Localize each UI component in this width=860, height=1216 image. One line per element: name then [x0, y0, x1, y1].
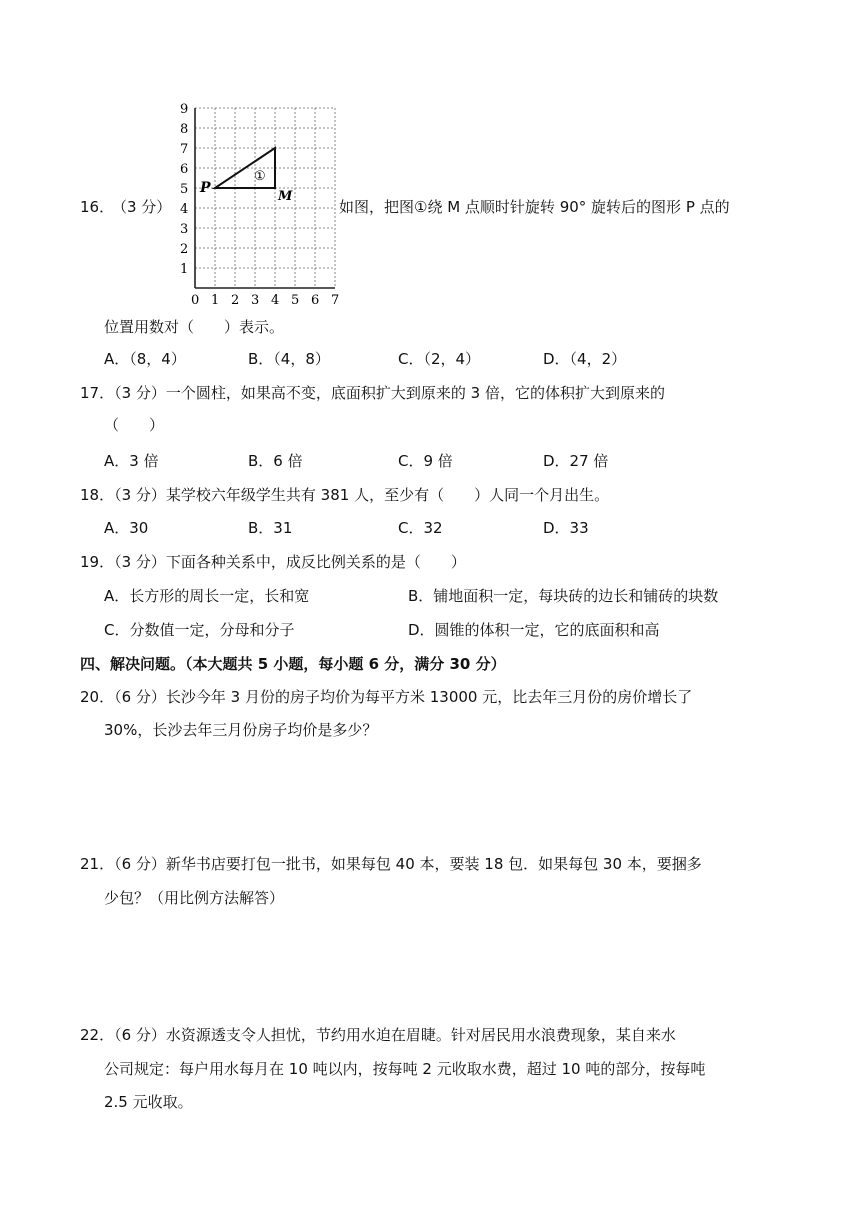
x-axis-ticks	[191, 293, 339, 308]
grid-lines	[195, 108, 335, 288]
q16-score: （3 分）	[112, 198, 172, 216]
y-tick-label: 7	[180, 142, 189, 157]
x-tick-label: 2	[231, 293, 240, 308]
q18-option-d: D．33	[543, 519, 589, 537]
label-p: P	[200, 180, 211, 196]
q20-text: 20．（6 分）长沙今年 3 月份的房子均价为每平方米 13000 元，比去年三月份的房价增长了	[80, 688, 693, 706]
q18-option-c: C．32	[398, 519, 443, 537]
y-tick-label: 8	[180, 122, 189, 137]
q16-text: 如图，把图①绕 M 点顺时针旋转 90° 旋转后的图形 P 点的	[339, 198, 730, 216]
y-tick-label: 3	[180, 222, 189, 237]
q19-option-d: D．圆锥的体积一定，它的底面积和高	[408, 621, 660, 639]
q16-option-a: A．（8，4）	[104, 350, 186, 368]
q22-text-line2: 公司规定：每户用水每月在 10 吨以内，按每吨 2 元收取水费，超过 10 吨的部分，按每吨	[104, 1060, 706, 1078]
q16-option-c: C．（2，4）	[398, 350, 481, 368]
q19-option-a: A．长方形的周长一定，长和宽	[104, 587, 310, 605]
x-tick-label: 4	[271, 293, 280, 308]
q21-text-line2: 少包？（用比例方法解答）	[104, 889, 285, 907]
q17-option-c: C．9 倍	[398, 452, 453, 470]
x-tick-label: 3	[251, 293, 260, 308]
label-shape-1: ①	[254, 169, 266, 184]
x-tick-label: 1	[211, 293, 220, 308]
q19-option-c: C．分数值一定，分母和分子	[104, 621, 295, 639]
y-tick-label: 9	[180, 102, 189, 117]
q16-number: 16．	[80, 198, 115, 216]
q22-text-line3: 2.5 元收取。	[104, 1093, 193, 1111]
q19-text: 19．（3 分）下面各种关系中，成反比例关系的是（ ）	[80, 553, 466, 571]
q16-option-d: D．（4，2）	[543, 350, 627, 368]
q20-text-line2: 30%，长沙去年三月份房子均价是多少？	[104, 721, 378, 739]
q18-option-b: B．31	[248, 519, 293, 537]
q16-grid-figure	[176, 98, 338, 310]
q17-option-a: A．3 倍	[104, 452, 159, 470]
y-tick-label: 5	[180, 182, 189, 197]
q17-option-b: B．6 倍	[248, 452, 303, 470]
q22-text: 22．（6 分）水资源透支令人担忧，节约用水迫在眉睫。针对居民用水浪费现象，某自来水	[80, 1026, 676, 1044]
q16-text-line2: 位置用数对（ ）表示。	[104, 318, 285, 336]
x-tick-label: 0	[191, 293, 200, 308]
y-tick-label: 4	[180, 202, 189, 217]
q17-text: 17．（3 分）一个圆柱，如果高不变，底面积扩大到原来的 3 倍，它的体积扩大到原来的	[80, 384, 665, 402]
q17-option-d: D．27 倍	[543, 452, 609, 470]
q19-option-b: B．铺地面积一定，每块砖的边长和铺砖的块数	[408, 587, 719, 605]
x-tick-label: 5	[291, 293, 300, 308]
y-axis-ticks	[180, 102, 188, 277]
section-heading: 四、解决问题。（本大题共 5 小题，每小题 6 分，满分 30 分）	[80, 655, 506, 673]
y-tick-label: 2	[180, 242, 189, 257]
q17-text-line2: （ ）	[104, 416, 165, 434]
y-tick-label: 6	[180, 162, 189, 177]
q18-option-a: A．30	[104, 519, 149, 537]
q21-text: 21．（6 分）新华书店要打包一批书，如果每包 40 本，要装 18 包．如果每包 30 本，要捆多	[80, 855, 702, 873]
q16-option-b: B．（4，8）	[248, 350, 330, 368]
label-m: M	[278, 189, 293, 204]
y-tick-label: 1	[180, 262, 189, 277]
x-tick-label: 6	[311, 293, 320, 308]
q18-text: 18．（3 分）某学校六年级学生共有 381 人，至少有（ ）人同一个月出生。	[80, 486, 610, 504]
x-tick-label: 7	[331, 293, 340, 308]
